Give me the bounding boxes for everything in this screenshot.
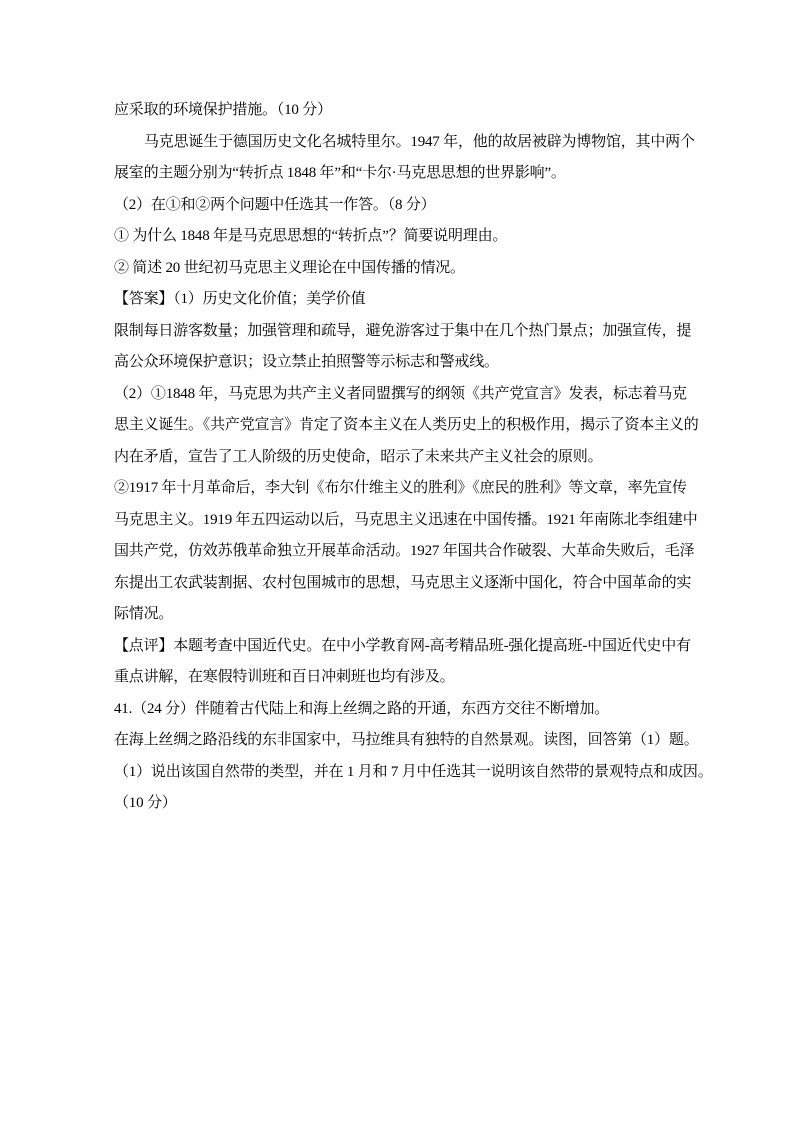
text-line: 【答案】（1）历史文化价值；美学价值 [114, 291, 366, 307]
text-line: 应采取的环境保护措施。（10 分） [114, 102, 332, 118]
text-line: ②1917 年十月革命后，李大钊《布尔什维主义的胜利》《庶民的胜利》等文章，率先宣传 [114, 480, 687, 496]
document-body [114, 95, 713, 820]
text-line: 东提出工农武装割据、农村包围城市的思想，马克思主义逐渐中国化，符合中国革命的实 [114, 574, 692, 591]
text-line: 在海上丝绸之路沿线的东非国家中，马拉维具有独特的自然景观。读图，回答第（1）题。 [114, 732, 699, 748]
text-line: 际情况。 [114, 606, 174, 622]
text-line: 限制每日游客数量；加强管理和疏导，避免游客过于集中在几个热门景点；加强宣传，提 [114, 322, 692, 339]
text-line: ② 简述 20 世纪初马克思主义理论在中国传播的情况。 [114, 259, 465, 276]
text-line: ① 为什么 1848 年是马克思思想的“转折点”？简要说明理由。 [114, 228, 508, 244]
text-line: 内在矛盾，宣告了工人阶级的历史使命，昭示了未来共产主义社会的原则。 [114, 448, 603, 465]
text-line: （10 分） [114, 795, 177, 811]
text-line: 国共产党，仿效苏俄革命独立开展革命活动。1927 年国共合作破裂、大革命失败后，毛泽 [114, 543, 695, 559]
text-line: 思主义诞生。《共产党宣言》肯定了资本主义在人类历史上的积极作用，揭示了资本主义的 [114, 417, 699, 433]
text-line: （1）说出该国自然带的类型，并在 1 月和 7 月中任选其一说明该自然带的景观特点和成因。 [114, 763, 713, 780]
text-line: 高公众环境保护意识；设立禁止拍照警等示标志和警戒线。 [114, 354, 499, 370]
text-line: 【点评】本题考查中国近代史。在中小学教育网-高考精品班-强化提高班-中国近代史中有 [114, 637, 691, 654]
text-line: 41.（24 分）伴随着古代陆上和海上丝绸之路的开通，东西方交往不断增加。 [114, 700, 610, 717]
text-line: 马克思主义。1919 年五四运动以后，马克思主义迅速在中国传播。1921 年南陈北李组建中 [114, 511, 698, 528]
text-line: （2）①1848 年，马克思为共产主义者同盟撰写的纲领《共产党宣言》发表，标志着马克 [114, 385, 687, 402]
text-line: 重点讲解，在寒假特训班和百日冲刺班也均有涉及。 [114, 669, 455, 685]
text-line: （2）在①和②两个问题中任选其一作答。（8 分） [114, 196, 436, 213]
text-line: 展室的主题分别为“转折点 1848 年”和“卡尔·马克思思想的世界影响”。 [114, 165, 566, 181]
text-line: 马克思诞生于德国历史文化名城特里尔。1947 年，他的故居被辟为博物馆，其中两个 [144, 133, 695, 150]
